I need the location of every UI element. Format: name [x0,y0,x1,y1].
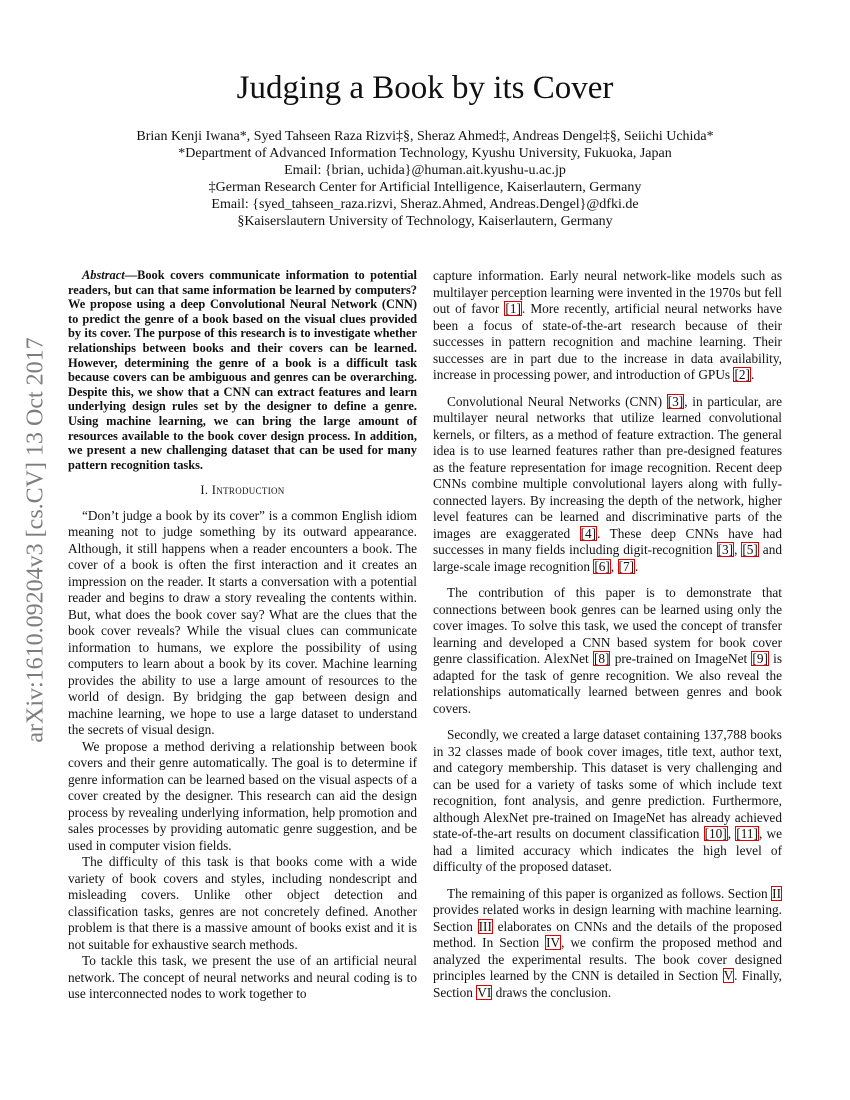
section-name: Introduction [211,483,285,498]
citation-link[interactable]: [3] [717,542,734,557]
author-list: Brian Kenji Iwana*, Syed Tahseen Raza Rizvi‡§, Sheraz Ahmed‡, Andreas Dengel‡§, Seiichi Uchida* [136,129,714,144]
intro-paragraph-1: “Don’t judge a book by its cover” is a common English idiom meaning not to judge something by its outward appearance. Although, it still happens when a reader encounters a book. The cover of a book is often the first interaction and it creates an impression on the reader. It starts a conversation with a potential reader and begins to draw a story revealing the contents within. But, what does the book cover say? What are the clues that the book cover reveals? While the visual clues can communicate information to humans, we explore the possibility of using computers to learn about a book by its cover. Machine learning provides the ability to use a large amount of resources to the world of design. By bridging the gap between design and machine learning, we hope to use a large dataset to understand the secrets of visual design. [68,507,417,738]
right-column [433,268,782,1011]
section-heading-introduction [68,482,417,499]
intro-paragraph-5: Convolutional Neural Networks (CNN) [3], in particular, are multilayer neural networks that utilize learned convolutional kernels, or filters, as a method of feature extraction. The general idea is to use learned features rather than pre-designed features as the feature representation for image recognition. Recent deep CNNs combine multiple convolutional layers along with fully-connected layers. By increasing the depth of the network, higher level features can be learned and discriminative parts of the images are exaggerated [4]. These deep CNNs have had successes in many fields including digit-recognition [3], [5] and large-scale image recognition [6], [7]. [433,393,782,574]
intro-paragraph-7: Secondly, we created a large dataset containing 137,788 books in 32 classes made of book cover images, title text, author text, and category membership. This dataset is very challenging and can be used for a variety of tasks some of which include text recognition, font analysis, and genre prediction. Furthermore, although AlexNet pre-trained on ImageNet has already achieved state-of-the-art results on document classification [10], [11], we had a limited accuracy which indicates the high level of difficulty of the proposed dataset. [433,727,782,874]
citation-link[interactable]: [5] [742,542,758,557]
intro-paragraph-2: We propose a method deriving a relationship between book covers and their genre automatically. The goal is to determine if genre information can be learned based on the visual aspects of a cover created by the designer. This research can aid the design process by revealing underlying information, help promotion and sales processes by providing automatic genre suggestion, and be used in computer vision fields. [68,738,417,853]
citation-link[interactable]: [7] [618,558,635,574]
citation-link[interactable]: [6] [594,558,610,574]
section-link[interactable]: II [772,885,781,901]
affiliation-kyushu: *Department of Advanced Information Technology, Kyushu University, Fukuoka, Japan [178,146,672,161]
section-link[interactable]: VI [477,984,492,1000]
citation-link[interactable]: [8] [593,651,610,666]
left-column [68,268,417,1003]
email-dfki: Email: {syed_tahseen_raza.rizvi, Sheraz.Ahmed, Andreas.Dengel}@dfki.de [211,197,639,212]
citation-link[interactable]: [4] [580,525,597,541]
intro-paragraph-4-continued: capture information. Early neural network-like models such as multilayer perception learning were invented in the 1970s but fell out of favor [1]. More recently, artificial neural networks have been a focus of state-of-the-art research because of their successes in pattern recognition and machine learning. Their successes are in part due to the increase in data availability, increase in processing power, and introduction of GPUs [2]. [433,268,782,382]
author-block [0,128,850,230]
abstract-text: —Book covers communicate information to potential readers, but can that same information be learned by computers? We propose using a deep Convolutional Neural Network (CNN) to predict the genre of a book based on the visual clues provided by its cover. The purpose of this research is to investigate whether relationships between books and their covers can be learned. However, determining the genre of a book is a difficult task because covers can be ambiguous and genres can be overarching. Despite this, we show that a CNN can extract features and learn underlying design rules set by the designer to define a genre. Using machine learning, we can bring the large amount of resources available to the book cover design process. In addition, we present a new challenging dataset that can be used for many pattern recognition tasks. [68,268,417,472]
section-link[interactable]: V [723,968,734,983]
section-numeral: I. [200,483,209,498]
arxiv-id: arXiv:1610.09204v3 [cs.CV] 13 Oct 2017 [22,337,49,743]
affiliation-dfki: ‡German Research Center for Artificial Intelligence, Kaiserlautern, Germany [208,180,642,195]
section-link[interactable]: III [478,918,492,934]
citation-link[interactable]: [9] [752,651,768,666]
affiliation-kaiserslautern: §Kaiserslautern University of Technology, Kaiserlautern, Germany [237,214,613,229]
intro-paragraph-6: The contribution of this paper is to demonstrate that connections between book genres can be learned using only the cover images. To solve this task, we used the concept of transfer learning and developed a CNN based system for book cover genre classification. AlexNet [8] pre-trained on ImageNet [9] is adapted for the task of genre recognition. We also reveal the relationships automatically learned between genres and book covers. [433,585,782,716]
arxiv-watermark [14,300,58,780]
citation-link[interactable]: [3] [667,393,684,409]
citation-link[interactable]: [10] [704,826,727,841]
citation-link[interactable]: [2] [734,367,750,382]
intro-paragraph-8: The remaining of this paper is organized as follows. Section II provides related works in design learning with machine learning. Section III elaborates on CNNs and the details of the proposed method. In Section IV, we confirm the proposed method and analyzed the experimental results. The book cover designed principles learned by the CNN is detailed in Section V. Finally, Section VI draws the conclusion. [433,885,782,1000]
citation-link[interactable]: [1] [505,301,521,316]
intro-paragraph-3: The difficulty of this task is that books come with a wide variety of book covers and styles, including nondescript and misleading covers. Unlike other object detection and classification tasks, genres are not concretely defined. Another problem is that there is a massive amount of books exist and it is not suitable for exhaustive search methods. [68,854,417,952]
abstract [68,268,417,472]
paper-title: Judging a Book by its Cover [236,70,614,106]
citation-link[interactable]: [11] [736,826,758,841]
email-kyushu: Email: {brian, uchida}@human.ait.kyushu-u.ac.jp [284,163,566,178]
intro-paragraph-4: To tackle this task, we present the use of an artificial neural network. The concept of neural networks and neural coding is to use interconnected nodes to work together to [68,953,417,1002]
section-link[interactable]: IV [546,935,561,950]
abstract-label: Abstract [82,268,125,282]
